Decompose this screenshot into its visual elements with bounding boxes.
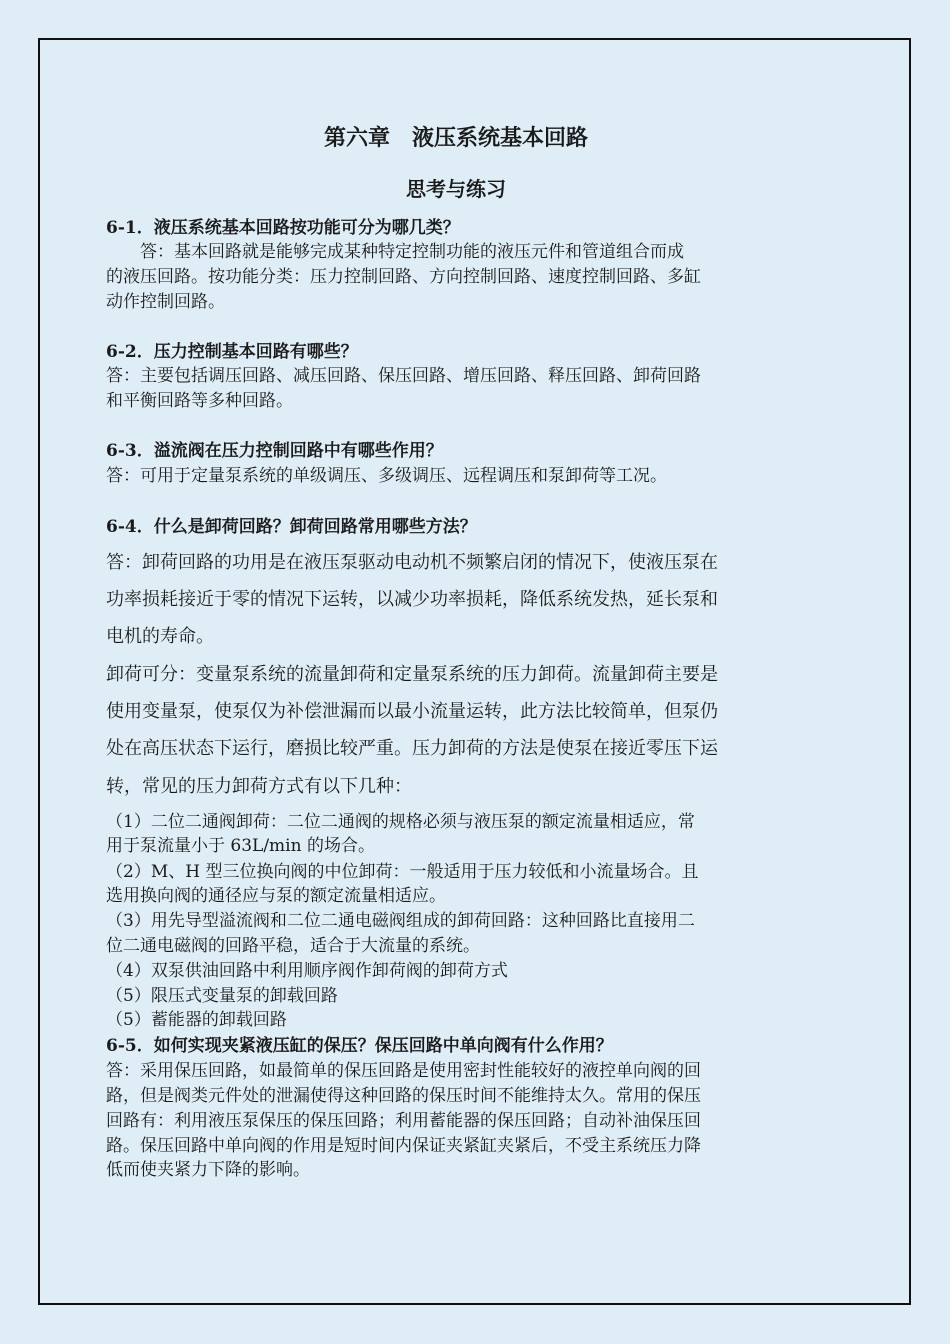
answer-line: 转，常见的压力卸荷方式有以下几种： bbox=[106, 776, 412, 797]
answer-line: 使用变量泵，使泵仅为补偿泄漏而以最小流量运转，此方法比较简单，但泵仍 bbox=[106, 701, 718, 722]
list-item: （5）蓄能器的卸载回路 bbox=[106, 1010, 287, 1030]
answer-line: 答：基本回路就是能够完成某种特定控制功能的液压元件和管道组合而成 bbox=[106, 242, 684, 262]
list-item: （5）限压式变量泵的卸载回路 bbox=[106, 986, 338, 1006]
list-item: （3）用先导型溢流阀和二位二通电磁阀组成的卸荷回路：这种回路比直接用二 bbox=[106, 911, 695, 931]
answer-line: 的液压回路。按功能分类：压力控制回路、方向控制回路、速度控制回路、多缸 bbox=[106, 267, 701, 287]
list-item: （4）双泵供油回路中利用顺序阀作卸荷阀的卸荷方式 bbox=[106, 961, 508, 981]
question-6-5: 6-5．如何实现夹紧液压缸的保压？保压回路中单向阀有什么作用？ bbox=[106, 1036, 613, 1056]
answer-line: 功率损耗接近于零的情况下运转，以减少功率损耗，降低系统发热，延长泵和 bbox=[106, 589, 718, 610]
answer-line: 答：主要包括调压回路、减压回路、保压回路、增压回路、释压回路、卸荷回路 bbox=[106, 366, 701, 386]
list-item: 位二通电磁阀的回路平稳，适合于大流量的系统。 bbox=[106, 936, 480, 956]
question-6-1: 6-1．液压系统基本回路按功能可分为哪几类？ bbox=[106, 218, 460, 238]
chapter-title: 第六章 液压系统基本回路 bbox=[323, 125, 588, 151]
answer-line: 卸荷可分：变量泵系统的流量卸荷和定量泵系统的压力卸荷。流量卸荷主要是 bbox=[106, 664, 718, 685]
section-title: 思考与练习 bbox=[406, 177, 506, 201]
list-item: （1）二位二通阀卸荷：二位二通阀的规格必须与液压泵的额定流量相适应，常 bbox=[106, 812, 695, 832]
answer-line: 回路有：利用液压泵保压的保压回路；利用蓄能器的保压回路；自动补油保压回 bbox=[106, 1111, 701, 1131]
answer-line: 和平衡回路等多种回路。 bbox=[106, 391, 293, 411]
list-item: 选用换向阀的通径应与泵的额定流量相适应。 bbox=[106, 886, 446, 906]
answer-line: 低而使夹紧力下降的影响。 bbox=[106, 1160, 310, 1180]
question-6-3: 6-3．溢流阀在压力控制回路中有哪些作用？ bbox=[106, 441, 443, 461]
answer-line: 答：采用保压回路，如最简单的保压回路是使用密封性能较好的液控单向阀的回 bbox=[106, 1061, 701, 1081]
list-item: 用于泵流量小于 63L/min 的场合。 bbox=[106, 836, 375, 856]
answer-line: 路，但是阀类元件处的泄漏使得这种回路的保压时间不能维持太久。常用的保压 bbox=[106, 1086, 701, 1106]
answer-line: 动作控制回路。 bbox=[106, 292, 225, 312]
answer-line: 电机的寿命。 bbox=[106, 626, 214, 647]
answer-line: 路。保压回路中单向阀的作用是短时间内保证夹紧缸夹紧后，不受主系统压力降 bbox=[106, 1136, 701, 1156]
question-6-4: 6-4．什么是卸荷回路？卸荷回路常用哪些方法？ bbox=[106, 517, 477, 537]
answer-line: 答：可用于定量泵系统的单级调压、多级调压、远程调压和泵卸荷等工况。 bbox=[106, 466, 667, 486]
question-6-2: 6-2．压力控制基本回路有哪些？ bbox=[106, 342, 358, 362]
list-item: （2）M、H 型三位换向阀的中位卸荷：一般适用于压力较低和小流量场合。且 bbox=[106, 862, 699, 882]
answer-line: 处在高压状态下运行，磨损比较严重。压力卸荷的方法是使泵在接近零压下运 bbox=[106, 738, 718, 759]
answer-line: 答：卸荷回路的功用是在液压泵驱动电动机不频繁启闭的情况下，使液压泵在 bbox=[106, 552, 718, 573]
